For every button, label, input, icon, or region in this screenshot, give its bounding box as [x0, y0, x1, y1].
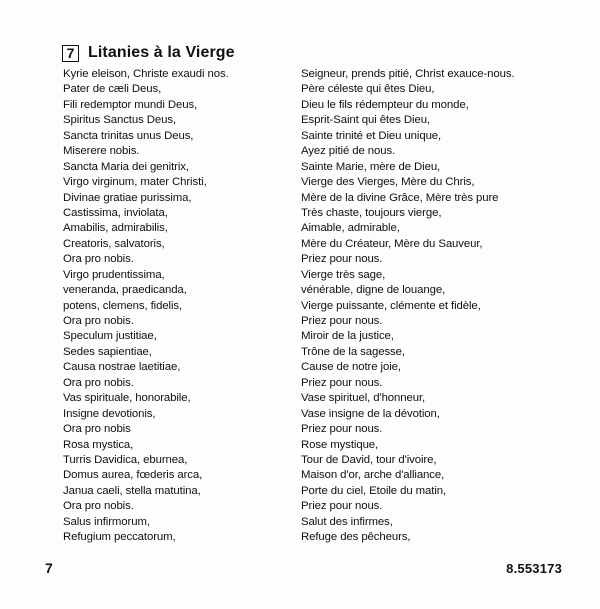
latin-line: Salus infirmorum, — [63, 515, 150, 528]
latin-line: Refugium peccatorum, — [63, 531, 176, 544]
french-line: Priez pour nous. — [301, 376, 383, 389]
latin-line: Sedes sapientiae, — [63, 345, 152, 358]
french-line: Priez pour nous. — [301, 253, 383, 266]
french-text-column — [301, 67, 515, 546]
latin-line: Ora pro nobis. — [63, 253, 134, 266]
french-line: Vase spirituel, d'honneur, — [301, 392, 426, 405]
french-line: Vierge des Vierges, Mère du Chris, — [301, 176, 475, 189]
latin-line: Ora pro nobis. — [63, 500, 134, 513]
french-line: Très chaste, toujours vierge, — [301, 206, 442, 219]
latin-line: Ora pro nobis. — [63, 315, 134, 327]
latin-line: Sancta trinitas unus Deus, — [63, 129, 194, 142]
latin-line: Creatoris, salvatoris, — [63, 237, 165, 250]
latin-line: Virgo prudentissima, — [63, 268, 165, 281]
french-line: Tour de David, tour d'ivoire, — [301, 453, 437, 466]
track-number-box — [62, 45, 79, 62]
french-line: Vierge très sage, — [301, 268, 386, 281]
french-line: Père céleste qui êtes Dieu, — [301, 83, 435, 96]
catalog-number: 8.553173 — [506, 561, 562, 576]
latin-line: Divinae gratiae purissima, — [63, 191, 192, 204]
french-line: Mère du Créateur, Mère du Sauveur, — [301, 237, 483, 250]
latin-line: Rosa mystica, — [63, 438, 134, 451]
french-line: Priez pour nous. — [301, 423, 383, 436]
latin-line: Vas spirituale, honorabile, — [63, 392, 191, 405]
french-line: Miroir de la justice, — [301, 330, 394, 343]
latin-line: veneranda, praedicanda, — [63, 284, 187, 297]
latin-line: Spiritus Sanctus Deus, — [63, 114, 177, 127]
latin-line: Ora pro nobis — [63, 423, 131, 436]
french-line: vénérable, digne de louange, — [301, 284, 446, 297]
latin-line: Sancta Maria dei genitrix, — [63, 160, 189, 173]
french-line: Vierge puissante, clémente et fidèle, — [301, 299, 481, 312]
latin-line: Virgo virginum, mater Christi, — [63, 176, 207, 189]
french-line: Trône de la sagesse, — [301, 345, 405, 358]
french-line: Priez pour nous. — [301, 500, 383, 513]
latin-line: Insigne devotionis, — [63, 407, 156, 420]
french-line: Salut des infirmes, — [301, 515, 393, 528]
french-line: Priez pour nous. — [301, 315, 383, 327]
latin-line: Castissima, inviolata, — [63, 206, 168, 219]
french-line: Cause de notre joie, — [301, 361, 401, 374]
french-line: Maison d'or, arche d'alliance, — [301, 469, 445, 482]
french-line: Ayez pitié de nous. — [301, 145, 396, 158]
latin-line: Miserere nobis. — [63, 145, 140, 158]
section-title: Litanies à la Vierge — [88, 44, 235, 61]
french-line: Dieu le fils rédempteur du monde, — [301, 98, 469, 111]
french-line: Esprit-Saint qui êtes Dieu, — [301, 114, 430, 127]
french-line: Mère de la divine Grâce, Mère très pure — [301, 191, 499, 204]
french-line: Sainte trinité et Dieu unique, — [301, 129, 442, 142]
latin-line: Janua caeli, stella matutina, — [63, 484, 201, 497]
page-number: 7 — [45, 560, 53, 576]
latin-line: Pater de cæli Deus, — [63, 83, 162, 96]
latin-line: Domus aurea, fœderis arca, — [63, 469, 203, 482]
latin-line: Fili redemptor mundi Deus, — [63, 98, 198, 111]
french-line: Porte du ciel, Etoile du matin, — [301, 484, 447, 497]
section-header — [62, 44, 235, 62]
latin-line: Speculum justitiae, — [63, 330, 157, 343]
track-number: 7 — [66, 45, 75, 61]
latin-line: Amabilis, admirabilis, — [63, 222, 168, 235]
latin-line: Causa nostrae laetitiae, — [63, 361, 181, 374]
french-line: Aimable, admirable, — [301, 222, 400, 235]
french-line: Vase insigne de la dévotion, — [301, 407, 440, 420]
latin-line: Turris Davidica, eburnea, — [63, 453, 188, 466]
french-line: Refuge des pêcheurs, — [301, 531, 411, 544]
latin-text-column — [63, 67, 229, 546]
latin-line: Kyrie eleison, Christe exaudi nos. — [63, 68, 229, 80]
french-line: Sainte Marie, mère de Dieu, — [301, 160, 441, 173]
french-line: Rose mystique, — [301, 438, 379, 451]
latin-line: potens, clemens, fidelis, — [63, 299, 183, 312]
latin-line: Ora pro nobis. — [63, 376, 134, 389]
french-line: Seigneur, prends pitié, Christ exauce-nous. — [301, 68, 515, 80]
